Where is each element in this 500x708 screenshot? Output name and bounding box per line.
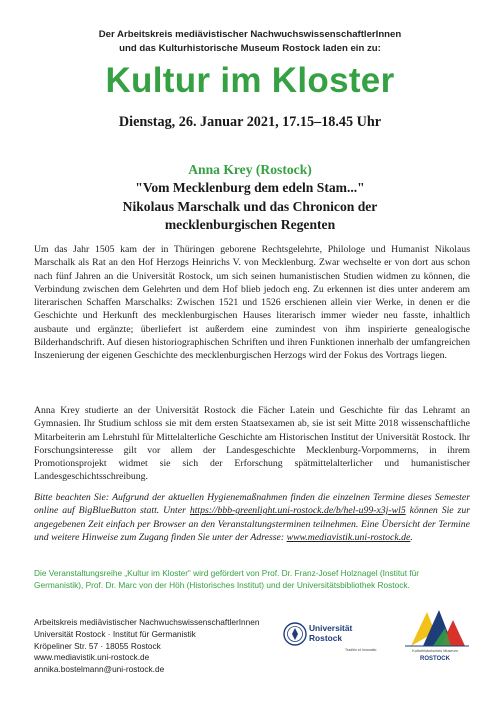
funding-note: Die Veranstaltungsreihe „Kultur im Kloster“ wird gefördert von Prof. Dr. Franz-Josef Holznagel (Institut für Germanistik), Prof. Dr. Marc von der Höh (Historisches Institut) und der Universitätsbibliothek Rostock. (34, 568, 420, 590)
bbb-link[interactable]: https://bbb-greenlight.uni-rostock.de/b/hel-u99-x3j-wl5 (189, 505, 406, 517)
university-logo (283, 617, 381, 667)
website-link[interactable]: www.mediavistik.uni-rostock.de (286, 531, 411, 543)
university-name (309, 623, 357, 643)
university-name-line-2: Rostock (309, 633, 343, 643)
museum-logo (395, 606, 475, 668)
abstract-paragraph: Um das Jahr 1505 kam der in Thüringen geborene Rechtsgelehrte, Philologe und Humanist Nikolaus Marschalk als Rat an den Hof Herzogs Heinrichs V. von Mecklenburg. Zwar wechselte er von dort aus schon nach fünf Jahren an die Universität Rostock, um sich seinen humanistischen Studien widmen zu können, die Verbindung zwischen dem Gelehrten und dem Hof blieb jedoch eng. Zu erkennen ist dies unter anderem am literarischen Schaffen Marschalks: Zwischen 1521 und 1526 erschienen allein vier Werke, in denen er die Geschichte und Herkunft des mecklenburgischen Hauses literarisch immer wieder neu fasste, inhaltlich ausbaute und ergänzte; überliefert ist außerdem eine zumindest von ihm inspirierte genealogische Bilderhandschrift. Auf diesen historiographischen Schriften und ihren Funktionen innerhalb der umfangreichen Inszenierung der eigenen Geschichte des mecklenburgischen Herzogs wird der Fokus des Vortrags liegen. (34, 244, 470, 361)
museum-emblem-icon (395, 606, 475, 650)
contact-street: Kröpeliner Str. 57 · 18055 Rostock (34, 640, 161, 651)
online-notice (34, 491, 470, 544)
contact-block (34, 617, 294, 676)
museum-name: ROSTOCK (420, 656, 450, 662)
talk-title-line-3: mecklenburgischen Regenten (164, 217, 336, 232)
contact-email[interactable]: annika.bostelmann@uni-rostock.de (34, 664, 165, 675)
invitation-header (20, 28, 480, 56)
notice-text-end: . (410, 531, 413, 543)
notice-text-2: können Sie zur angegebenen Zeit einfach per Browser an den Veranstaltungsterminen teilnehmen. Eine Übersicht der Termine und weitere Hinweise zum Zugang finden Sie unter der Adresse: (34, 505, 471, 543)
talk-title-line-2: Nikolaus Marschalk und das Chronicon der (122, 198, 378, 214)
talk-title (40, 179, 460, 235)
university-name-line-1: Universität (309, 623, 353, 633)
speaker-name: Anna Krey (Rostock) (188, 162, 312, 177)
notice-text-1: Bitte beachten Sie: Aufgrund der aktuellen Hygienemaßnahmen finden die einzelnen Termine dieses Semester online auf BigBlueButton statt. Unter (34, 492, 470, 517)
invitation-line-1: Der Arbeitskreis mediävistischer NachwuchswissenschaftlerInnen (98, 29, 402, 40)
contact-organisation: Arbeitskreis mediävistischer NachwuchswissenschaftlerInnen (34, 617, 260, 627)
university-seal-icon (283, 622, 307, 646)
invitation-line-2: und das Kulturhistorische Museum Rostock laden ein zu: (119, 43, 381, 54)
university-tagline: Traditio et Innovatio (345, 648, 377, 652)
talk-title-line-1: "Vom Mecklenburg dem edeln Stam..." (135, 180, 365, 195)
contact-institute: Universität Rostock · Institut für Germanistik (34, 628, 196, 639)
contact-website[interactable]: www.mediavistik.uni-rostock.de (34, 652, 150, 663)
speaker-bio-paragraph: Anna Krey studierte an der Universität Rostock die Fächer Latein und Geschichte für das Lehramt an Gymnasien. Ihr Studium schloss sie mit dem ersten Staatsexamen ab, sie ist seit Mitte 2018 wissenschaftliche Mitarbeiterin am Lehrstuhl für Mittelalterliche Geschichte am Historischen Institut der Universität Rostock. Ihr Forschungsinteresse gilt vor allem der Landesgeschichte Mecklenburg-Vorpommerns, in ihrem Promotionsprojekt widmet sie sich der Erforschung spätmittelalterlicher und humanistischer Landesgeschichtsschreibung. (34, 405, 470, 483)
event-date-time: Dienstag, 26. Januar 2021, 17.15–18.45 Uhr (118, 114, 382, 130)
museum-caption: Kulturhistorisches Museum (412, 649, 458, 653)
event-title: Kultur im Kloster (105, 61, 395, 100)
